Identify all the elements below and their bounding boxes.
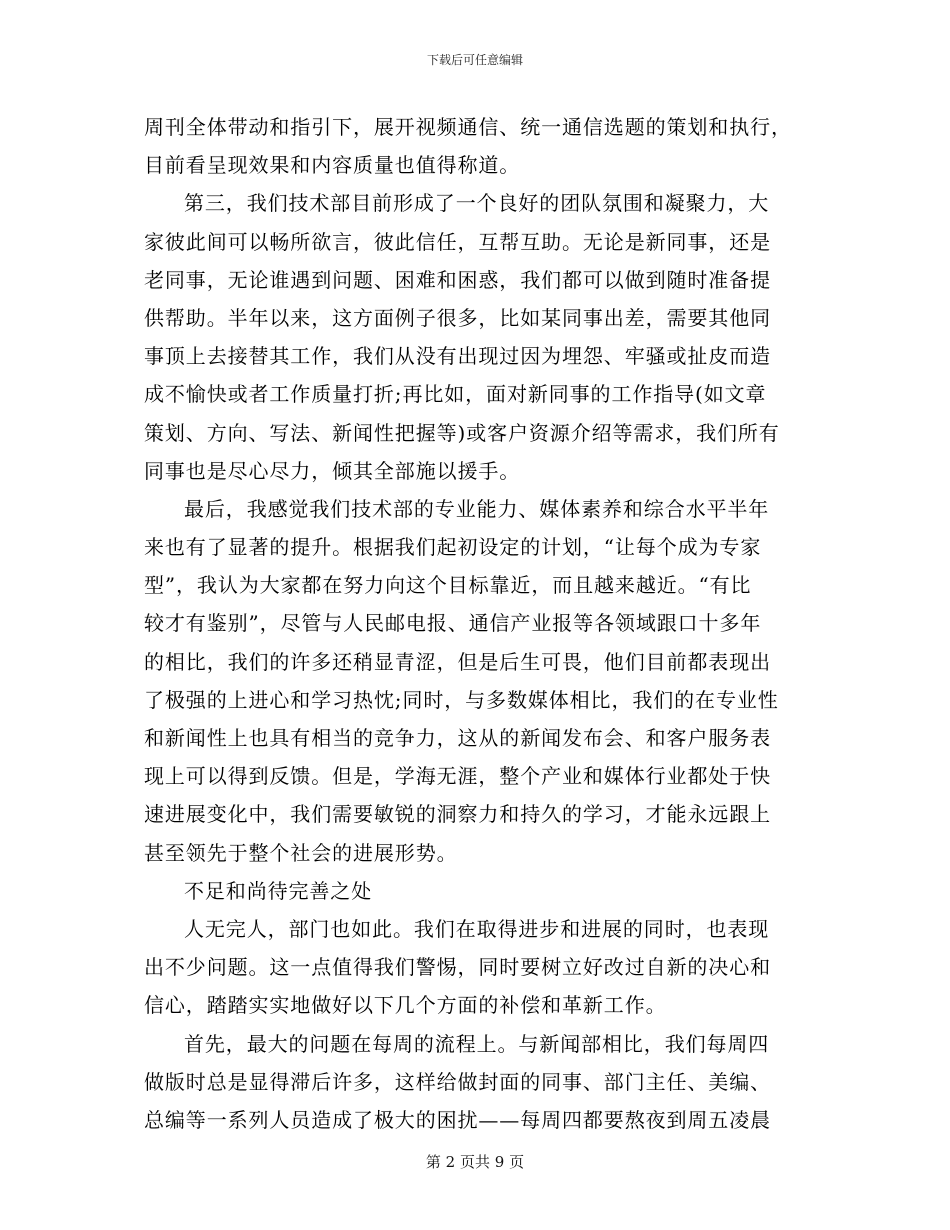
- text-line: 周刊全体带动和指引下，展开视频通信、统一通信选题的策划和执行，: [144, 115, 792, 139]
- text-line: 速进展变化中，我们需要敏锐的洞察力和持久的学习，才能永远跟上: [144, 802, 771, 827]
- text-line: 策划、方向、写法、新闻性把握等)或客户资源介绍等需求，我们所有: [144, 420, 780, 445]
- text-line: 目前看呈现效果和内容质量也值得称道。: [144, 153, 521, 178]
- text-line: 老同事，无论谁遇到问题、困难和困惑，我们都可以做到随时准备提: [144, 267, 771, 292]
- text-line: 成不愉快或者工作质量打折;再比如，面对新同事的工作指导(如文章: [144, 382, 767, 407]
- text-line: 较才有鉴别”，尽管与人民邮电报、通信产业报等各领域跟口十多年: [144, 611, 762, 636]
- text-line: 家彼此间可以畅所欲言，彼此信任，互帮互助。无论是新同事，还是: [144, 229, 771, 254]
- text-line: 最后，我感觉我们技术部的专业能力、媒体素养和综合水平半年: [184, 496, 770, 521]
- text-line: 供帮助。半年以来，这方面例子很多，比如某同事出差，需要其他同: [144, 305, 771, 330]
- page-number: 第 2 页共 9 页: [425, 1153, 525, 1171]
- text-line: 型”，我认为大家都在努力向这个目标靠近，而且越来越近。“有比: [144, 573, 752, 598]
- text-line: 不足和尚待完善之处: [184, 878, 373, 903]
- text-line: 甚至领先于整个社会的进展形势。: [144, 840, 458, 865]
- text-line: 第三，我们技术部目前形成了一个良好的团队氛围和凝聚力，大: [184, 191, 770, 216]
- text-line: 做版时总是显得滞后许多，这样给做封面的同事、部门主任、美编、: [144, 1069, 771, 1094]
- text-line: 总编等一系列人员造成了极大的困扰——每周四都要熬夜到周五凌晨: [144, 1107, 771, 1132]
- text-line: 信心，踏踏实实地做好以下几个方面的补偿和革新工作。: [144, 993, 667, 1018]
- text-line: 同事也是尽心尽力，倾其全部施以援手。: [144, 458, 521, 483]
- page-header: 下载后可任意编辑: [426, 53, 523, 67]
- text-line: 来也有了显著的提升。根据我们起初设定的计划，“让每个成为专家: [144, 535, 762, 560]
- text-line: 出不少问题。这一点值得我们警惕，同时要树立好改过自新的决心和: [144, 955, 771, 980]
- text-line: 和新闻性上也具有相当的竞争力，这从的新闻发布会、和客户服务表: [144, 726, 771, 750]
- text-line: 了极强的上进心和学习热忱;同时，与多数媒体相比，我们的在专业性: [144, 687, 779, 712]
- text-line: 首先，最大的问题在每周的流程上。与新闻部相比，我们每周四: [184, 1031, 770, 1056]
- text-line: 人无完人，部门也如此。我们在取得进步和进展的同时，也表现: [184, 916, 770, 941]
- text-line: 事顶上去接替其工作，我们从没有出现过因为埋怨、牢骚或扯皮而造: [144, 344, 771, 369]
- document-body: [144, 108, 804, 1139]
- text-line: 的相比，我们的许多还稍显青涩，但是后生可畏，他们目前都表现出: [144, 649, 771, 674]
- text-line: 现上可以得到反馈。但是，学海无涯，整个产业和媒体行业都处于快: [144, 764, 771, 789]
